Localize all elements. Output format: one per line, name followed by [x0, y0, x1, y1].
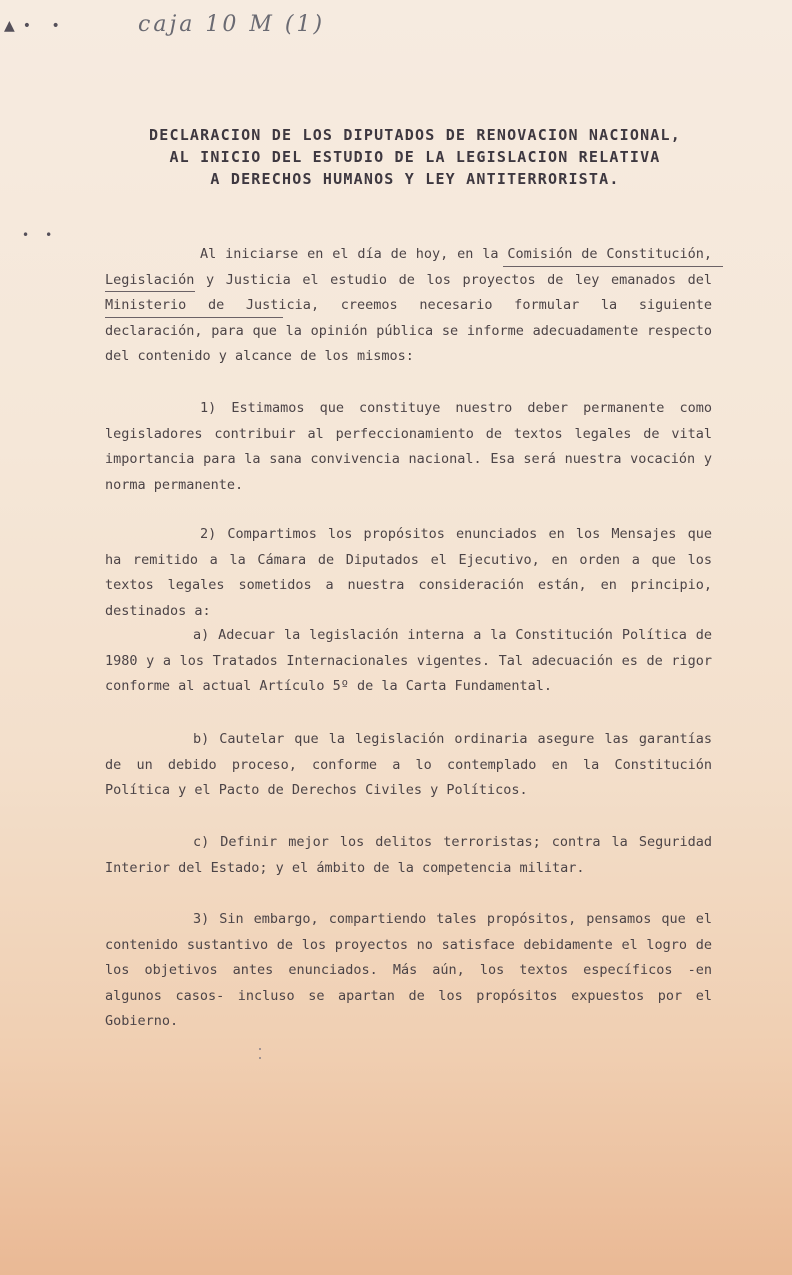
margin-mark-icon: ▲• • [4, 18, 68, 34]
title-line-2: AL INICIO DEL ESTUDIO DE LA LEGISLACION RELATIVA [169, 148, 661, 166]
paragraph-point-a: a) Adecuar la legislación interna a la Constitución Política de 1980 y a los Tratados Internacionales vigentes. Tal adecuación es de rigor conforme al actual Artículo 5º de la Carta Fundamental. [105, 627, 712, 694]
handwritten-underline [503, 266, 723, 267]
archive-handwritten-note: caja 10 M (1) [138, 12, 326, 37]
paragraph-point-b: b) Cautelar que la legislación ordinaria asegure las garantías de un debido proceso, conforme a lo contemplado en la Constitución Política y el Pacto de Derechos Civiles y Políticos. [105, 731, 712, 798]
handwritten-underline [105, 291, 195, 292]
paragraph-point-3: 3) Sin embargo, compartiendo tales propósitos, pensamos que el contenido sustantivo de los proyectos no satisface debidamente el logro de los objetivos antes enunciados. Más aún, los textos específicos -en algunos casos- incluso se apartan de los propósitos expuestos por el Gobierno. [105, 911, 712, 1029]
paragraph-point-2: 2) Compartimos los propósitos enunciados en los Mensajes que ha remitido a la Cámara de Diputados el Ejecutivo, en orden a que los textos legales sometidos a nuestra consideración están, en principio, destinados a: [105, 526, 712, 619]
paragraph-point-1: 1) Estimamos que constituye nuestro deber permanente como legisladores contribuir al perfeccionamiento de textos legales de vital importancia para la sana convivencia nacional. Esa será nuestra vocación y norma permanente. [105, 400, 712, 493]
punch-hole-marks-icon: •• [22, 228, 69, 242]
title-line-3: A DERECHOS HUMANOS Y LEY ANTITERRORISTA. [210, 170, 620, 188]
document-title [100, 124, 730, 190]
paper-speck [259, 1048, 261, 1050]
handwritten-underline [105, 317, 283, 318]
paper-speck [259, 1057, 261, 1059]
paragraph-intro: Al iniciarse en el día de hoy, en la Comisión de Constitución, Legislación y Justicia el estudio de los proyectos de ley emanados del Ministerio de Justicia, creemos necesario formular la siguiente declaración, para que la opinión pública se informe adecuadamente respecto del contenido y alcance de los mismos: [105, 246, 712, 364]
paragraph-point-c: c) Definir mejor los delitos terroristas; contra la Seguridad Interior del Estado; y el ámbito de la competencia militar. [105, 834, 712, 876]
title-line-1: DECLARACION DE LOS DIPUTADOS DE RENOVACION NACIONAL, [149, 126, 681, 144]
